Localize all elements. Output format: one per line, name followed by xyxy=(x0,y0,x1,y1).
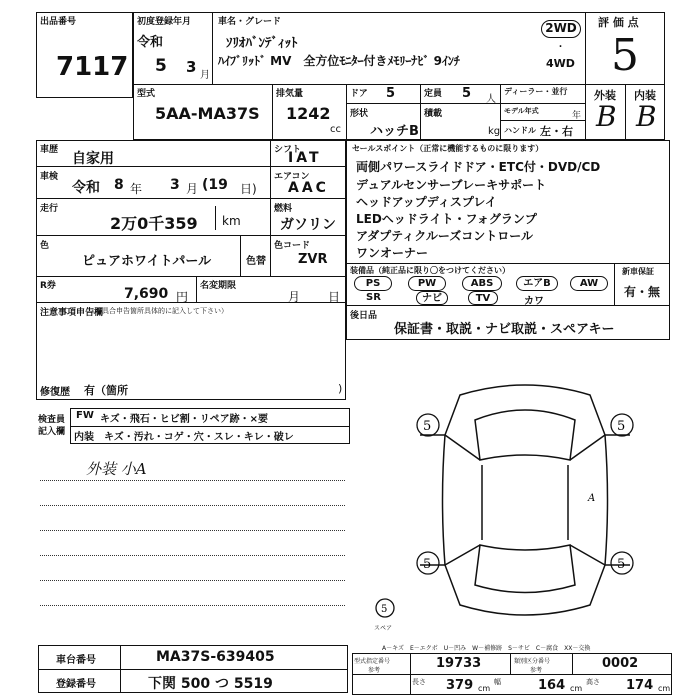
drive-4wd: 4WD xyxy=(546,57,575,70)
dealer-label: ディーラー・並行 xyxy=(504,87,568,96)
km-unit: km xyxy=(222,214,241,228)
use-value: 自家用 xyxy=(72,151,114,167)
inspect-label: 車検 xyxy=(40,172,59,182)
repair-label: 修復歴 xyxy=(40,387,70,398)
color-value: ピュアホワイトパール xyxy=(82,254,212,269)
exterior-grade: B xyxy=(596,100,617,133)
equipment-label: 装備品（純正品に限り〇をつけてください） xyxy=(350,266,510,275)
inspector-label-1: 検査員 xyxy=(38,415,66,425)
drive-2wd: 2WD xyxy=(541,20,581,38)
equip-aw: AW xyxy=(570,276,608,291)
mileage-value: 2万0千359 xyxy=(110,214,198,233)
color-label: 色 xyxy=(40,241,50,251)
inspect-month: 3 xyxy=(170,177,180,193)
model-year-label: モデル年式 xyxy=(504,107,539,115)
ref-label-2: 参考 xyxy=(530,667,543,674)
svg-text:5: 5 xyxy=(617,419,626,434)
disp-label: 排気量 xyxy=(276,89,304,99)
equip-pw: PW xyxy=(408,276,446,291)
diagram-legend: A－キズ E－エクボ U－凹み W－補修跡 S－サビ C－腐食 XX－交換 xyxy=(382,645,591,652)
name-change-label: 名変期限 xyxy=(200,281,237,291)
equip-abs: ABS xyxy=(462,276,502,291)
lot-label: 出品番号 xyxy=(40,17,77,27)
length-label: 長さ xyxy=(412,678,426,686)
model-label: 型式 xyxy=(137,89,156,99)
class-no-label: 類別区分番号 xyxy=(514,658,551,665)
yen-unit: 円 xyxy=(176,290,189,304)
sales-point-2: デュアルセンサーブレーキサポート xyxy=(356,178,547,192)
name-label: 車名・グレード xyxy=(218,17,282,27)
length-unit: cm xyxy=(478,684,491,693)
reg-month: 3 xyxy=(186,58,197,76)
handwritten-note: 外装 小A xyxy=(86,460,147,478)
after-label: 後日品 xyxy=(350,311,378,321)
color-code-label: 色コード xyxy=(274,241,311,251)
seats-value: 5 xyxy=(462,86,472,101)
load-label: 積載 xyxy=(424,109,443,119)
width-label: 幅 xyxy=(494,678,501,686)
repair-value: 有（箇所 xyxy=(84,384,128,397)
equip-ps: PS xyxy=(354,276,392,291)
kg-unit: kg xyxy=(488,126,501,137)
plate-value: 下関 500 つ 5519 xyxy=(148,676,273,692)
inspect-day: (19 xyxy=(202,177,228,193)
color-code-value: ZVR xyxy=(298,252,328,267)
person-unit: 人 xyxy=(486,94,496,105)
doors-value: 5 xyxy=(386,86,396,101)
length-value: 379 xyxy=(446,678,474,693)
fuel-value: ガソリン xyxy=(280,217,336,233)
inspect-month-unit: 月 xyxy=(186,182,199,196)
name-line2: ﾊｲﾌﾞﾘｯﾄﾞ MV 全方位ﾓﾆﾀｰ付きﾒﾓﾘｰﾅﾋﾞ 9ｲﾝﾁ xyxy=(218,54,460,68)
height-value: 174 xyxy=(626,678,654,693)
svg-text:5: 5 xyxy=(617,557,626,572)
chassis-value: MA37S-639405 xyxy=(156,649,275,665)
equip-tv: TV xyxy=(468,291,498,305)
equip-sr: SR xyxy=(366,292,381,303)
interior-grade: B xyxy=(636,100,657,133)
shape-label: 形状 xyxy=(350,109,369,119)
score-value: 5 xyxy=(611,30,639,81)
class-no-value: 0002 xyxy=(602,656,639,671)
new-warranty-label: 新車保証 xyxy=(622,267,654,276)
sales-point-3: ヘッドアップディスプレイ xyxy=(356,195,497,209)
aircon-value: AAC xyxy=(288,180,329,196)
name-change-month: 月 xyxy=(288,290,301,304)
car-diagram xyxy=(400,375,650,625)
recycle-value: 7,690 xyxy=(124,286,169,302)
spare-label: スペア xyxy=(374,625,393,632)
interior-label: 内装 xyxy=(634,89,656,102)
reg-label: 初度登録年月 xyxy=(137,17,192,27)
cc-unit: cc xyxy=(330,124,341,135)
new-warranty-value: 有・無 xyxy=(624,285,661,299)
after-value: 保証書・取説・ナビ取説・スペアキー xyxy=(394,322,615,337)
inspector-label-2: 記入欄 xyxy=(38,427,66,437)
height-unit: cm xyxy=(658,684,671,693)
fw-label: FW xyxy=(76,410,94,421)
type-no-value: 19733 xyxy=(436,656,482,671)
reg-month-unit: 月 xyxy=(200,70,210,81)
spare-tire-icon xyxy=(370,595,400,625)
sales-label: セールスポイント（正常に機能するものに限ります） xyxy=(352,144,544,153)
recycle-label: R券 xyxy=(40,281,56,291)
year-unit: 年 xyxy=(572,111,582,121)
handle-value: 左・右 xyxy=(540,125,573,138)
notes-sublabel: （不具合申告箇所具体的に記入して下さい） xyxy=(88,307,228,315)
score-label: 評 価 点 xyxy=(598,16,639,29)
sales-point-4: LEDヘッドライト・フォグランプ xyxy=(356,212,537,226)
displacement: 1242 xyxy=(286,104,331,123)
name-change-day: 日 xyxy=(328,290,341,304)
shape-value: ハッチB xyxy=(370,124,419,139)
equip-navi: ナビ xyxy=(416,291,448,305)
reg-year: 5 xyxy=(155,56,167,76)
inspect-era: 令和 xyxy=(72,180,100,196)
plate-label: 登録番号 xyxy=(56,679,96,690)
handle-label: ハンドル xyxy=(504,126,536,135)
sales-point-1: 両側パワースライドドア・ETC付・DVD/CD xyxy=(356,160,601,174)
door-label: ドア xyxy=(350,89,368,99)
type-no-label: 型式指定番号 xyxy=(354,658,391,665)
int-value: キズ・汚れ・コゲ・穴・スレ・キレ・破レ xyxy=(104,432,294,443)
shift-value: IAT xyxy=(288,150,322,166)
aircon-label: エアコン xyxy=(274,172,310,182)
color-change-label: 色替 xyxy=(246,256,266,267)
inspect-year: 8 xyxy=(114,177,124,193)
lot-number: 7117 xyxy=(56,52,129,82)
height-label: 高さ xyxy=(586,678,600,686)
name-line1: ｿﾘｵﾊﾞﾝﾃﾞｨｯﾄ xyxy=(226,36,298,51)
svg-text:5: 5 xyxy=(423,557,432,572)
inspect-day-unit: 日) xyxy=(240,182,257,196)
width-value: 164 xyxy=(538,678,566,693)
inspect-year-unit: 年 xyxy=(130,182,143,196)
fw-value: キズ・飛石・ヒビ割・リペア跡・×要 xyxy=(100,414,268,425)
reg-era: 令和 xyxy=(137,35,164,50)
svg-text:5: 5 xyxy=(423,419,432,434)
sales-point-5: アダプティクルーズコントロール xyxy=(356,229,534,243)
model-value: 5AA-MA37S xyxy=(155,104,260,123)
svg-text:A: A xyxy=(588,493,596,504)
equip-leather: カワ xyxy=(524,296,544,307)
use-label: 車歴 xyxy=(40,145,59,155)
ref-label-1: 参考 xyxy=(368,667,381,674)
int-label: 内装 xyxy=(74,432,94,443)
shift-label: シフト xyxy=(274,145,302,155)
sales-point-6: ワンオーナー xyxy=(356,246,429,260)
chassis-label: 車台番号 xyxy=(56,655,96,666)
fuel-label: 燃料 xyxy=(274,204,293,214)
notes-label: 注意事項申告欄 xyxy=(40,308,104,318)
equip-airbag: エアB xyxy=(516,276,558,291)
svg-text:5: 5 xyxy=(381,604,388,615)
width-unit: cm xyxy=(570,684,583,693)
exterior-label: 外装 xyxy=(594,89,616,102)
mileage-label: 走行 xyxy=(40,204,59,214)
seats-label: 定員 xyxy=(424,89,443,99)
